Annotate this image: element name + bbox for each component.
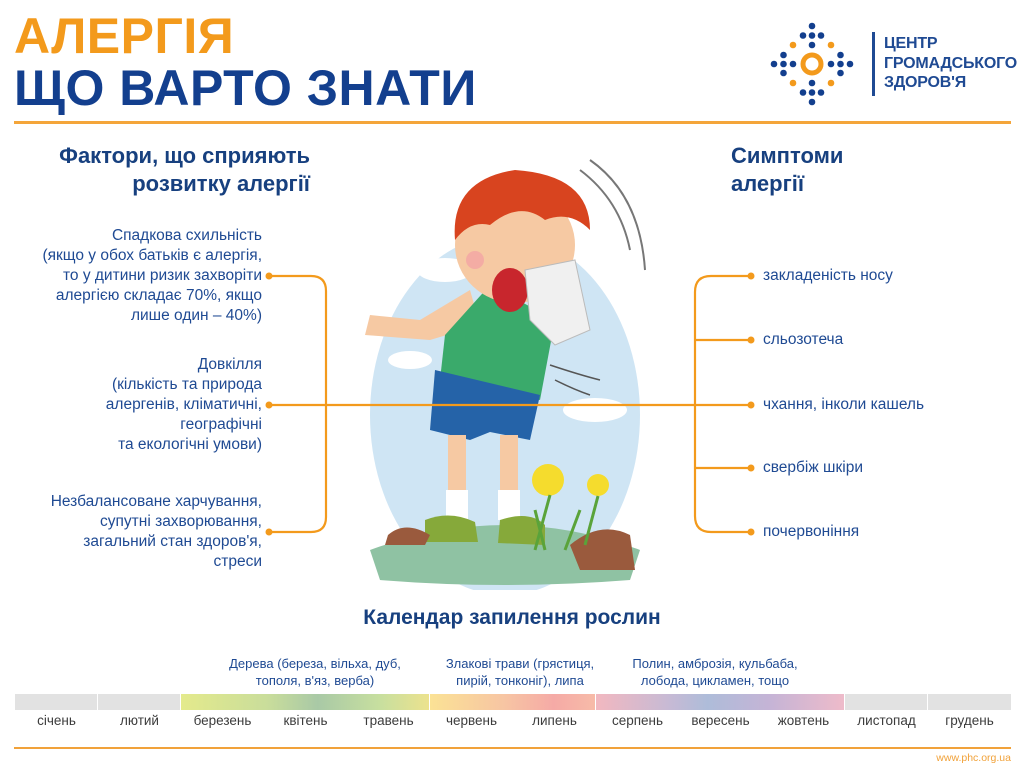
month-june: червень — [445, 713, 498, 728]
month-october: жовтень — [777, 713, 830, 728]
factor-text-line: загальний стан здоров'я, — [83, 533, 262, 550]
calendar-segment-inactive — [98, 694, 180, 710]
factor-text-line: географічні — [180, 416, 262, 433]
month-september: вересень — [691, 713, 750, 728]
factor-text-line: алергенів, кліматичні, — [105, 396, 262, 413]
factor-text-line: (якщо у обох батьків є алергія, — [42, 247, 262, 264]
month-may: травень — [363, 713, 414, 728]
symptoms-heading — [731, 142, 843, 198]
factor-text-line: Спадкова схильність — [111, 227, 262, 244]
logo-divider — [872, 32, 875, 96]
symptom-redness: почервоніння — [763, 523, 860, 540]
plant-group-trees — [200, 655, 430, 689]
factor-text-line: Незбалансоване харчування, — [50, 493, 262, 510]
calendar-segment-inactive — [15, 694, 97, 710]
calendar-segment-trees — [181, 694, 429, 710]
symptom-sneezing: чхання, інколи кашель — [763, 396, 925, 413]
logo-line-1: ЦЕНТР — [884, 35, 938, 52]
calendar-title: Календар запилення рослин — [363, 606, 661, 629]
factors-heading-line-2: розвитку алергії — [132, 171, 310, 196]
month-march: березень — [193, 713, 252, 728]
calendar-segment-weeds — [596, 694, 844, 710]
month-april: квітень — [283, 713, 328, 728]
factor-text-line: лише один – 40%) — [130, 307, 262, 324]
month-december: грудень — [945, 713, 994, 728]
calendar-segment-inactive — [928, 694, 1011, 710]
month-january: січень — [37, 713, 76, 728]
factor-heredity — [42, 226, 262, 326]
plant-group-line: Полин, амброзія, кульбаба, — [632, 656, 798, 671]
factor-lifestyle — [51, 492, 262, 572]
factor-text-line: (кількість та природа — [111, 376, 262, 393]
factors-heading-line-1: Фактори, що сприяють — [59, 143, 310, 168]
footer-website-link[interactable]: www.phc.org.ua — [936, 752, 1011, 764]
plant-group-grasses — [420, 655, 620, 689]
plant-group-line: пирій, тонконіг), липа — [456, 673, 584, 688]
plant-group-line: тополя, в'яз, верба) — [255, 673, 375, 688]
title-what-to-know: ЩО ВАРТО ЗНАТИ — [14, 60, 477, 116]
plant-group-weeds — [600, 655, 830, 689]
logo-line-3: ЗДОРОВ'Я — [884, 74, 967, 91]
calendar-segment-grasses — [430, 694, 595, 710]
plant-group-line: Дерева (береза, вільха, дуб, — [229, 656, 401, 671]
pollen-calendar-bar — [15, 694, 1011, 710]
factor-text-line: Довкілля — [197, 356, 262, 373]
month-november: листопад — [857, 713, 916, 728]
calendar-months — [15, 713, 1011, 728]
month-february: лютий — [120, 713, 159, 728]
plant-group-line: лобода, цикламен, тощо — [640, 673, 790, 688]
logo-text — [884, 34, 1017, 93]
factor-environment — [106, 355, 262, 455]
symptom-nasal-congestion: закладеність носу — [763, 267, 893, 284]
symptoms-heading-line-2: алергії — [731, 171, 805, 196]
sneezing-boy-illustration — [340, 150, 660, 590]
symptoms-heading-line-1: Симптоми — [731, 143, 844, 168]
factor-text-line: то у дитини ризик захворіти — [62, 267, 262, 284]
month-august: серпень — [611, 713, 664, 728]
header-divider — [14, 121, 1011, 124]
factor-text-line: супутні захворювання, — [100, 513, 262, 530]
phc-dots-logo-icon — [768, 20, 856, 108]
footer-divider — [14, 747, 1011, 749]
title-allergy: АЛЕРГІЯ — [14, 8, 235, 64]
symptom-itching: свербіж шкіри — [763, 459, 863, 476]
plant-group-line: Злакові трави (грястиця, — [445, 656, 595, 671]
month-july: липень — [532, 713, 577, 728]
factors-heading — [20, 142, 310, 198]
factor-text-line: та екологічні умови) — [118, 436, 262, 453]
factor-text-line: алергією складає 70%, якщо — [55, 287, 262, 304]
factor-text-line: стреси — [213, 553, 262, 570]
logo-line-2: ГРОМАДСЬКОГО — [884, 54, 1018, 72]
symptom-watery-eyes: сльозотеча — [763, 331, 844, 348]
calendar-segment-inactive — [845, 694, 927, 710]
